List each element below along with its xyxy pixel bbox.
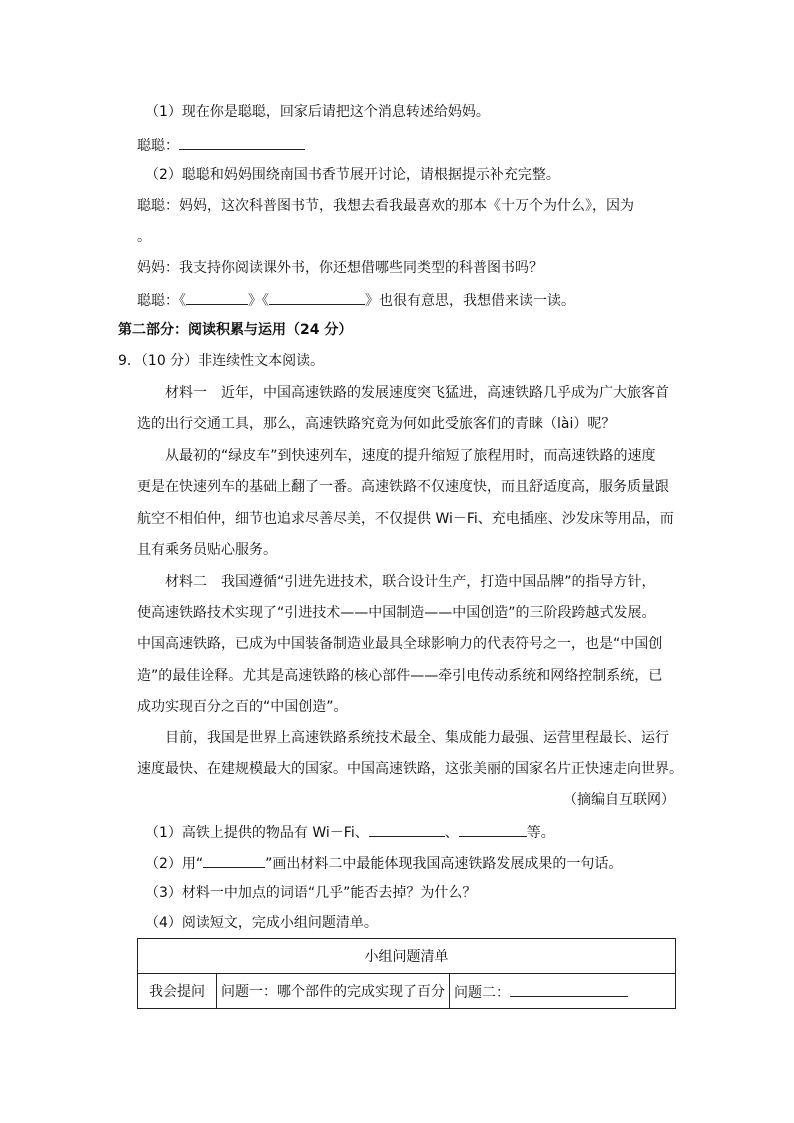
- question-9: 9．（10 分）非连续性文本阅读。: [118, 353, 325, 369]
- passage-line: 从最初的“绿皮车”到快速列车，速度的提升缩短了旅程用时，而高速铁路的速度: [165, 448, 656, 464]
- passage-line: 成功实现百分之百的“中国创造”。: [137, 699, 348, 715]
- dialogue-line-1: 聪聪：妈妈，这次科普图书节，我想去看我最喜欢的那本《十万个为什么》，因为: [137, 198, 634, 214]
- row-label: 我会提问: [138, 974, 217, 1009]
- underline-sample: [203, 852, 265, 868]
- sub-question-4: （4）阅读短文，完成小组问题清单。: [145, 915, 378, 931]
- sub2-text: （2）用“: [145, 856, 204, 872]
- book-open: 聪聪：《: [137, 293, 186, 309]
- passage-line: 使高速铁路技术实现了“引进技术——中国制造——中国创造”的三阶段跨越式发展。: [137, 605, 656, 621]
- speaker-label: 聪聪：: [137, 138, 179, 154]
- passage-line: 速度最快、在建规模最大的国家。中国高速铁路，这张美丽的国家名片正快速走向世界。: [137, 761, 683, 777]
- passage-line: 更是在快速列车的基础上翻了一番。高速铁路不仅速度快，而且舒适度高，服务质量跟: [137, 479, 669, 495]
- blank-question-2[interactable]: [510, 981, 628, 997]
- passage-line: 材料一 近年，中国高速铁路的发展速度突飞猛进，高速铁路几乎成为广大旅客首: [165, 385, 669, 401]
- passage-line: 目前，我国是世界上高速铁路系统技术最全、集成能力最强、运营里程最长、运行: [165, 730, 669, 746]
- book-mid: 》《: [248, 293, 269, 309]
- sub2-end: ”画出材料二中最能体现我国高速铁路发展成果的一句话。: [265, 856, 623, 872]
- passage-line: 中国高速铁路，已成为中国装备制造业最具全球影响力的代表符号之一，也是“中国创: [137, 636, 663, 652]
- section-heading: 第二部分：阅读积累与运用（24 分）: [118, 322, 353, 338]
- dialogue-line-2: 妈妈：我支持你阅读课外书，你还想借哪些同类型的科普图书吗？: [137, 260, 543, 276]
- sub-question-3: （3）材料一中加点的词语“几乎”能否去掉？为什么？: [145, 885, 477, 901]
- sub1-sep: 、: [444, 825, 459, 841]
- blank-item-1[interactable]: [369, 821, 445, 837]
- passage-line: 选的出行交通工具，那么，高速铁路究竟为何如此受旅客们的青睐（lài）呢？: [137, 416, 616, 432]
- passage-line: 且有乘务员贴心服务。: [137, 542, 277, 558]
- question-two-label: 问题二：: [454, 984, 510, 1001]
- table-title-row: [138, 939, 676, 974]
- q1-prompt: （1）现在你是聪聪，回家后请把这个消息转述给妈妈。: [145, 104, 490, 120]
- question-one-cell: 问题一：哪个部件的完成实现了百分: [217, 974, 450, 1009]
- sub-question-2: [145, 852, 622, 874]
- answer-line-1: [137, 134, 305, 156]
- dialogue-line-3: [137, 289, 575, 311]
- passage-line: 造”的最佳诠释。尤其是高速铁路的核心部件——牵引电传动系统和网络控制系统，已: [137, 668, 663, 684]
- sub1-text: （1）高铁上提供的物品有 Wi－Fi、: [145, 825, 369, 841]
- question-list-table: [137, 938, 676, 1009]
- passage-line: 航空不相伯仲，细节也追求尽善尽美，不仅提供 Wi－Fi、充电插座、沙发床等用品，而: [137, 511, 674, 527]
- book-end: 》也很有意思，我想借来读一读。: [365, 293, 575, 309]
- blank-item-2[interactable]: [459, 821, 527, 837]
- table-row: [138, 974, 676, 1009]
- source-note: （摘编自互联网）: [563, 792, 675, 808]
- blank-book-1[interactable]: [186, 289, 248, 305]
- passage-line: 材料二 我国遵循“引进先进技术，联合设计生产，打造中国品牌”的指导方针，: [165, 574, 656, 590]
- blank-answer[interactable]: [179, 134, 305, 150]
- dialogue-line-1-cont: 。: [137, 229, 151, 245]
- table-title: 小组问题清单: [138, 939, 676, 974]
- question-two-cell[interactable]: [450, 974, 676, 1009]
- sub-question-1: [145, 821, 555, 843]
- blank-book-2[interactable]: [269, 289, 365, 305]
- sub1-end: 等。: [526, 825, 555, 841]
- q2-prompt: （2）聪聪和妈妈围绕南国书香节展开讨论，请根据提示补充完整。: [145, 167, 560, 183]
